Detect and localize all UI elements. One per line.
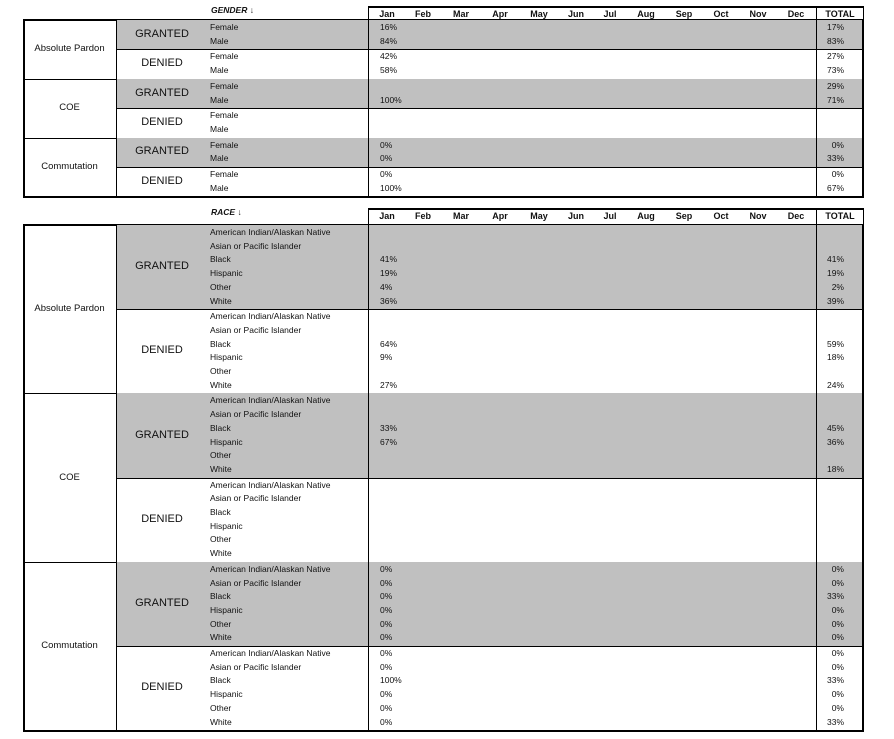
group-separator bbox=[23, 196, 864, 198]
granted-fill-data bbox=[369, 138, 816, 167]
jan-value: 0% bbox=[380, 661, 393, 672]
table-title: GENDER ↓ bbox=[211, 5, 254, 15]
total-value: 67% bbox=[826, 182, 844, 193]
month-header: Mar bbox=[452, 211, 469, 221]
group-col-border bbox=[116, 19, 117, 197]
header-left-border bbox=[368, 208, 369, 225]
month-header: Nov bbox=[749, 9, 767, 19]
status-label: GRANTED bbox=[135, 27, 189, 40]
category-label: Hispanic bbox=[210, 604, 243, 615]
status-label: DENIED bbox=[141, 174, 183, 187]
month-header: Aug bbox=[637, 211, 655, 221]
table-title: RACE ↓ bbox=[211, 207, 242, 217]
granted-fill-data bbox=[369, 20, 816, 49]
category-label: Black bbox=[210, 675, 231, 686]
category-label: Black bbox=[210, 507, 231, 517]
status-label: DENIED bbox=[141, 57, 183, 70]
month-header: Sep bbox=[675, 211, 693, 221]
total-value: 59% bbox=[826, 338, 844, 349]
month-header: Feb bbox=[414, 9, 431, 19]
total-value: 41% bbox=[826, 254, 844, 265]
jan-value: 0% bbox=[380, 153, 393, 164]
category-label: Female bbox=[210, 110, 239, 121]
status-label: DENIED bbox=[141, 681, 183, 694]
granted-fill-data bbox=[369, 393, 816, 477]
category-label: Black bbox=[210, 338, 231, 349]
category-label: White bbox=[210, 548, 232, 559]
category-label: Other bbox=[210, 702, 232, 713]
category-label: Male bbox=[210, 153, 229, 164]
total-value: 2% bbox=[831, 281, 844, 292]
category-label: Hispanic bbox=[210, 689, 243, 700]
body-left-border bbox=[23, 224, 25, 731]
total-col-border bbox=[816, 19, 817, 197]
status-label: DENIED bbox=[141, 344, 183, 357]
jan-value: 84% bbox=[380, 35, 398, 46]
category-label: Female bbox=[210, 51, 239, 62]
jan-value: 0% bbox=[380, 139, 393, 150]
total-value: 0% bbox=[831, 577, 844, 588]
month-header: Mar bbox=[452, 9, 469, 19]
category-label: Hispanic bbox=[210, 268, 243, 279]
total-value: 0% bbox=[831, 563, 844, 574]
jan-value: 0% bbox=[380, 563, 393, 574]
category-label: White bbox=[210, 632, 232, 643]
jan-value: 4% bbox=[380, 281, 393, 292]
status-label: DENIED bbox=[141, 512, 183, 525]
group-label: Commutation bbox=[41, 640, 98, 651]
month-header: Sep bbox=[675, 9, 693, 19]
category-label: Hispanic bbox=[210, 436, 243, 447]
status-label: GRANTED bbox=[135, 260, 189, 273]
status-label: DENIED bbox=[141, 115, 183, 128]
total-value: 33% bbox=[826, 153, 844, 164]
group-col-border bbox=[116, 224, 117, 731]
granted-fill-data bbox=[369, 79, 816, 108]
header-right-border bbox=[863, 208, 864, 225]
category-label: Black bbox=[210, 422, 231, 433]
total-value: 39% bbox=[826, 295, 844, 306]
month-header: Nov bbox=[749, 211, 767, 221]
jan-value: 0% bbox=[380, 648, 393, 658]
category-label: Asian or Pacific Islander bbox=[210, 324, 302, 335]
gender-table bbox=[23, 6, 864, 192]
category-label: American Indian/Alaskan Native bbox=[210, 563, 331, 574]
total-value: 0% bbox=[831, 661, 844, 672]
body-left-border bbox=[23, 19, 25, 197]
category-label: Male bbox=[210, 123, 229, 134]
month-header: Oct bbox=[713, 211, 729, 221]
category-label: Male bbox=[210, 182, 229, 193]
status-label: GRANTED bbox=[135, 145, 189, 158]
category-label: Black bbox=[210, 254, 231, 265]
category-label: Male bbox=[210, 94, 229, 105]
jan-value: 64% bbox=[380, 338, 398, 349]
total-value: 18% bbox=[826, 463, 844, 474]
category-label: White bbox=[210, 463, 232, 474]
jan-value: 100% bbox=[380, 94, 402, 105]
category-label: Hispanic bbox=[210, 352, 243, 363]
status-label: GRANTED bbox=[135, 428, 189, 441]
category-label: Asian or Pacific Islander bbox=[210, 661, 302, 672]
month-header: Jan bbox=[379, 211, 395, 221]
month-header: Jun bbox=[567, 9, 584, 19]
category-label: White bbox=[210, 716, 232, 727]
race-table bbox=[23, 208, 864, 725]
category-label: Black bbox=[210, 591, 231, 602]
category-label: Female bbox=[210, 80, 239, 91]
body-right-border bbox=[862, 19, 864, 197]
jan-value: 0% bbox=[380, 716, 393, 727]
jan-value: 33% bbox=[380, 422, 398, 433]
month-header: Oct bbox=[713, 9, 729, 19]
category-label: American Indian/Alaskan Native bbox=[210, 479, 331, 490]
jan-value: 0% bbox=[380, 604, 393, 615]
category-label: American Indian/Alaskan Native bbox=[210, 648, 331, 658]
month-header: Dec bbox=[787, 9, 805, 19]
jan-value: 100% bbox=[380, 182, 402, 193]
total-header: TOTAL bbox=[825, 9, 855, 19]
category-label: American Indian/Alaskan Native bbox=[210, 395, 331, 406]
jan-value: 67% bbox=[380, 436, 398, 447]
total-value: 0% bbox=[831, 702, 844, 713]
header-total-border bbox=[816, 208, 817, 225]
month-header: Dec bbox=[787, 211, 805, 221]
group-label: Absolute Pardon bbox=[34, 303, 105, 315]
jan-value: 27% bbox=[380, 379, 398, 390]
total-value: 0% bbox=[831, 618, 844, 629]
category-label: Asian or Pacific Islander bbox=[210, 577, 302, 588]
category-label: Female bbox=[210, 139, 239, 150]
total-value: 24% bbox=[826, 379, 844, 390]
granted-fill-data bbox=[369, 562, 816, 646]
jan-value: 36% bbox=[380, 295, 398, 306]
group-label: Absolute Pardon bbox=[34, 43, 105, 55]
group-separator bbox=[23, 730, 864, 732]
jan-value: 0% bbox=[380, 169, 393, 179]
jan-value: 41% bbox=[380, 254, 398, 265]
category-label: Asian or Pacific Islander bbox=[210, 493, 302, 504]
total-value: 33% bbox=[826, 675, 844, 686]
total-value: 73% bbox=[826, 65, 844, 76]
total-value: 0% bbox=[831, 604, 844, 615]
total-value: 29% bbox=[826, 80, 844, 91]
category-label: American Indian/Alaskan Native bbox=[210, 311, 331, 322]
category-label: Female bbox=[210, 22, 239, 32]
group-label: COE bbox=[59, 471, 80, 483]
total-value: 33% bbox=[826, 591, 844, 602]
category-label: Male bbox=[210, 35, 229, 46]
data-col-border bbox=[368, 19, 369, 197]
data-col-border bbox=[368, 224, 369, 731]
total-value: 36% bbox=[826, 436, 844, 447]
total-value: 0% bbox=[831, 139, 844, 150]
category-label: Asian or Pacific Islander bbox=[210, 409, 302, 420]
month-header: Feb bbox=[414, 211, 431, 221]
total-value: 0% bbox=[831, 632, 844, 643]
month-header: Jul bbox=[603, 9, 617, 19]
month-header: Aug bbox=[637, 9, 655, 19]
month-header: Apr bbox=[492, 9, 508, 19]
group-label: COE bbox=[59, 102, 80, 114]
category-label: Asian or Pacific Islander bbox=[210, 240, 302, 251]
category-label: Other bbox=[210, 450, 232, 461]
total-value: 0% bbox=[831, 689, 844, 700]
jan-value: 100% bbox=[380, 675, 402, 686]
header-left-border bbox=[368, 6, 369, 20]
jan-value: 0% bbox=[380, 591, 393, 602]
jan-value: 19% bbox=[380, 268, 398, 279]
total-value: 33% bbox=[826, 716, 844, 727]
month-header: Jul bbox=[603, 211, 617, 221]
status-label: GRANTED bbox=[135, 86, 189, 99]
jan-value: 9% bbox=[380, 352, 393, 363]
total-col-border bbox=[816, 224, 817, 731]
category-label: White bbox=[210, 295, 232, 306]
category-label: Hispanic bbox=[210, 520, 243, 531]
header-top-border bbox=[368, 208, 864, 210]
total-value: 18% bbox=[826, 352, 844, 363]
jan-value: 0% bbox=[380, 632, 393, 643]
category-label: American Indian/Alaskan Native bbox=[210, 227, 331, 237]
month-header: Jun bbox=[567, 211, 584, 221]
jan-value: 0% bbox=[380, 618, 393, 629]
category-label: Other bbox=[210, 281, 232, 292]
jan-value: 0% bbox=[380, 689, 393, 700]
month-header: May bbox=[530, 9, 548, 19]
total-value: 0% bbox=[831, 648, 844, 658]
total-value: 0% bbox=[831, 169, 844, 179]
month-header: Apr bbox=[492, 211, 508, 221]
group-label: Commutation bbox=[41, 161, 98, 172]
category-label: Female bbox=[210, 169, 239, 179]
total-header: TOTAL bbox=[825, 211, 855, 221]
category-label: Other bbox=[210, 366, 232, 376]
jan-value: 0% bbox=[380, 702, 393, 713]
month-header: Jan bbox=[379, 9, 395, 19]
total-value: 83% bbox=[826, 35, 844, 46]
jan-value: 58% bbox=[380, 65, 398, 76]
category-label: Male bbox=[210, 65, 229, 76]
total-value: 17% bbox=[826, 22, 844, 32]
category-label: Other bbox=[210, 534, 232, 545]
header-right-border bbox=[863, 6, 864, 20]
jan-value: 16% bbox=[380, 22, 398, 32]
granted-fill-data bbox=[369, 225, 816, 309]
total-value: 19% bbox=[826, 268, 844, 279]
jan-value: 42% bbox=[380, 51, 398, 62]
total-value: 45% bbox=[826, 422, 844, 433]
header-total-border bbox=[816, 6, 817, 20]
category-label: White bbox=[210, 379, 232, 390]
body-right-border bbox=[862, 224, 864, 731]
total-value: 71% bbox=[826, 94, 844, 105]
jan-value: 0% bbox=[380, 577, 393, 588]
header-top-border bbox=[368, 6, 864, 8]
category-label: Other bbox=[210, 618, 232, 629]
month-header: May bbox=[530, 211, 548, 221]
status-label: GRANTED bbox=[135, 596, 189, 609]
total-value: 27% bbox=[826, 51, 844, 62]
